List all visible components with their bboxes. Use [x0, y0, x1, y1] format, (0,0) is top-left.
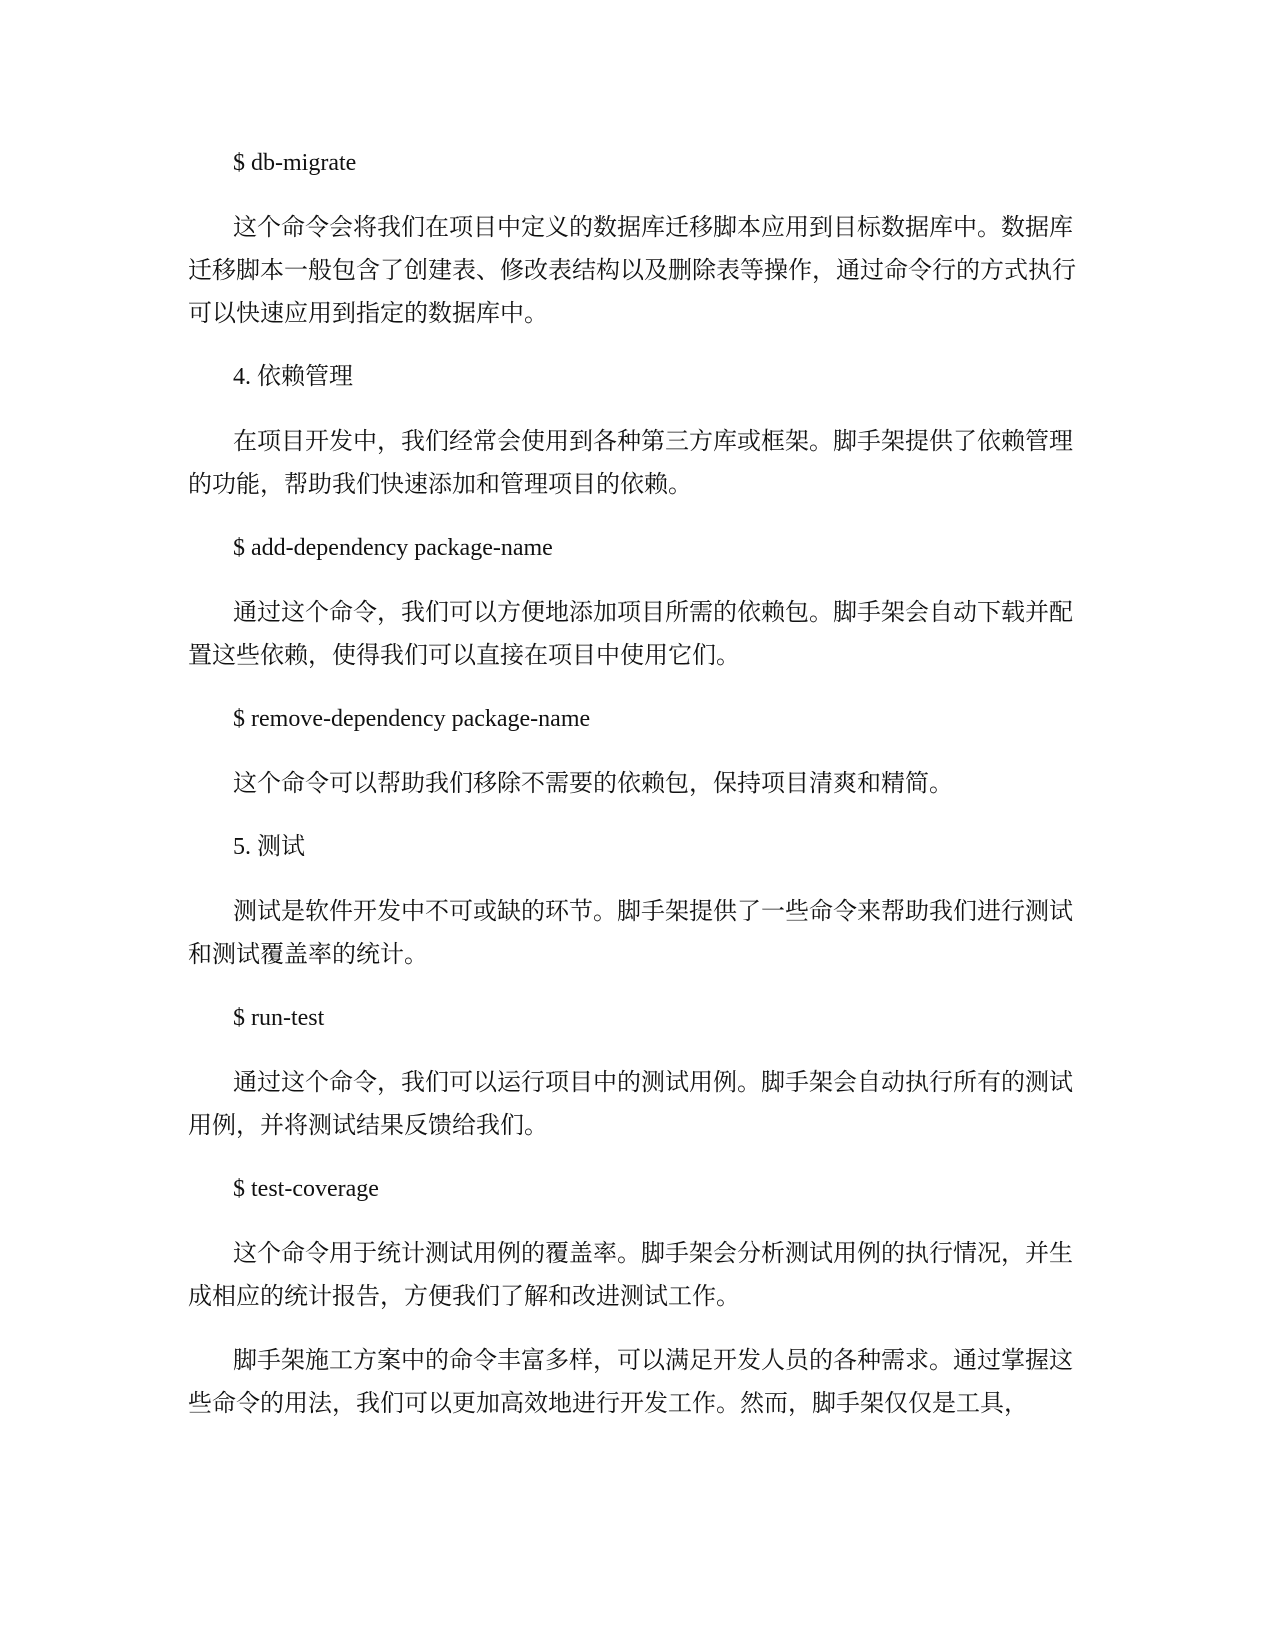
paragraph-testing-intro: 测试是软件开发中不可或缺的环节。脚手架提供了一些命令来帮助我们进行测试和测试覆盖率的统计。 — [188, 897, 1073, 968]
section-heading-testing: 5. 测试 — [233, 834, 305, 860]
section-heading-dependency: 4. 依赖管理 — [233, 364, 353, 390]
command-run-test: $ run-test — [233, 1005, 325, 1031]
paragraph-db-migrate-desc: 这个命令会将我们在项目中定义的数据库迁移脚本应用到目标数据库中。数据库迁移脚本一般包含了创建表、修改表结构以及删除表等操作，通过命令行的方式执行可以快速应用到指定的数据库中。 — [188, 213, 1076, 327]
paragraph-test-coverage-desc: 这个命令用于统计测试用例的覆盖率。脚手架会分析测试用例的执行情况，并生成相应的统计报告，方便我们了解和改进测试工作。 — [188, 1239, 1073, 1310]
paragraph-dependency-intro: 在项目开发中，我们经常会使用到各种第三方库或框架。脚手架提供了依赖管理的功能，帮助我们快速添加和管理项目的依赖。 — [188, 427, 1073, 498]
command-remove-dependency: $ remove-dependency package-name — [233, 706, 591, 732]
paragraph-add-dependency-desc: 通过这个命令，我们可以方便地添加项目所需的依赖包。脚手架会自动下载并配置这些依赖，使得我们可以直接在项目中使用它们。 — [188, 598, 1073, 669]
paragraph-run-test-desc: 通过这个命令，我们可以运行项目中的测试用例。脚手架会自动执行所有的测试用例，并将测试结果反馈给我们。 — [188, 1068, 1073, 1139]
paragraph-conclusion: 脚手架施工方案中的命令丰富多样，可以满足开发人员的各种需求。通过掌握这些命令的用法，我们可以更加高效地进行开发工作。然而，脚手架仅仅是工具， — [188, 1346, 1073, 1417]
command-add-dependency: $ add-dependency package-name — [233, 535, 553, 561]
command-test-coverage: $ test-coverage — [233, 1176, 379, 1202]
command-db-migrate: $ db-migrate — [233, 150, 357, 176]
paragraph-remove-dependency-desc: 这个命令可以帮助我们移除不需要的依赖包，保持项目清爽和精简。 — [233, 769, 953, 797]
document-page — [188, 142, 1088, 1425]
